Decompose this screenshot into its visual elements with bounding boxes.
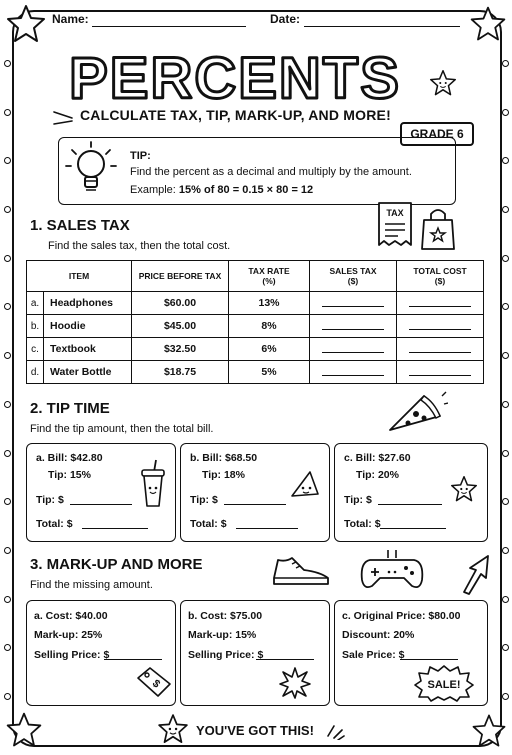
page-title — [60, 40, 410, 110]
sale-badge-text: SALE! — [427, 679, 461, 691]
markup-card-a-answer[interactable] — [104, 659, 162, 660]
tip-card-c-total-answer[interactable] — [380, 528, 446, 529]
section-markup-instructions: Find the missing amount. — [30, 579, 153, 591]
column-header-total-cost-unit: ($) — [434, 276, 446, 286]
tip-card-b-tip-label: Tip: $ — [190, 494, 218, 506]
price-before-tax: $45.00 — [132, 315, 229, 338]
tip-example — [130, 184, 313, 196]
subtitle: CALCULATE TAX, TIP, MARK-UP, AND MORE! — [80, 107, 391, 123]
item-name: Headphones — [44, 292, 132, 315]
tip-card-c-total-label: Total: $ — [344, 518, 381, 530]
price-before-tax: $18.75 — [132, 361, 229, 384]
markup-card-a-rate: Mark-up: 25% — [34, 629, 103, 641]
tip-card-a-total-label: Total: $ — [36, 518, 73, 530]
item-name: Hoodie — [44, 315, 132, 338]
tip-card-c-tip-answer[interactable] — [378, 504, 442, 505]
tax-rate: 5% — [229, 361, 310, 384]
tax-rate: 8% — [229, 315, 310, 338]
star-icon — [4, 710, 44, 750]
section-sales-tax-instructions: Find the sales tax, then the total cost. — [48, 240, 231, 252]
row-letter: a. — [27, 292, 44, 315]
column-header-tax-rate-title: TAX RATE — [248, 266, 290, 276]
sparkle-lines-icon — [326, 722, 346, 740]
right-dot-border — [502, 60, 508, 700]
tip-card-c-tip-label: Tip: $ — [344, 494, 372, 506]
smiling-star-icon — [448, 474, 480, 504]
column-header-tax-rate-unit: (%) — [262, 276, 276, 286]
markup-card-c-discount: Discount: 20% — [342, 629, 415, 641]
sales-tax-answer[interactable] — [310, 315, 397, 338]
star-icon — [468, 4, 508, 44]
shopping-bag-icon — [418, 204, 458, 252]
sale-badge — [414, 664, 474, 702]
section-markup-heading: 3. MARK-UP AND MORE — [30, 556, 203, 573]
table-row — [27, 338, 484, 361]
column-header-price: PRICE BEFORE TAX — [132, 261, 229, 292]
tip-card-b-tip-answer[interactable] — [224, 504, 286, 505]
markup-card-c-price-label: Sale Price: $ — [342, 649, 405, 661]
item-name: Water Bottle — [44, 361, 132, 384]
tip-card-b-rate: Tip: 18% — [202, 469, 245, 481]
sneaker-icon — [270, 548, 334, 588]
starburst-icon — [278, 666, 312, 700]
row-letter: b. — [27, 315, 44, 338]
sparkle-lines-icon — [50, 108, 76, 128]
tip-text: Find the percent as a decimal and multiply by the amount. — [130, 166, 412, 178]
tip-card-a-rate: Tip: 15% — [48, 469, 91, 481]
markup-card-a-cost: a. Cost: $40.00 — [34, 610, 108, 622]
markup-card-b-answer[interactable] — [256, 659, 314, 660]
section-tip-time-instructions: Find the tip amount, then the total bill. — [30, 423, 214, 435]
footer-message: YOU'VE GOT THIS! — [196, 723, 314, 738]
price-before-tax: $60.00 — [132, 292, 229, 315]
column-header-sales-tax-title: SALES TAX — [329, 266, 377, 276]
receipt-tax-label: TAX — [386, 208, 404, 218]
section-sales-tax-heading: 1. SALES TAX — [30, 217, 130, 234]
row-letter: d. — [27, 361, 44, 384]
section-tip-time-heading: 2. TIP TIME — [30, 400, 110, 417]
smiling-star-icon — [156, 712, 190, 746]
tax-rate: 6% — [229, 338, 310, 361]
tip-card-b-total-label: Total: $ — [190, 518, 227, 530]
sales-tax-answer[interactable] — [310, 338, 397, 361]
tip-card-c-rate: Tip: 20% — [356, 469, 399, 481]
table-row — [27, 292, 484, 315]
table-row — [27, 315, 484, 338]
receipt-icon — [376, 200, 414, 250]
date-label: Date: — [270, 12, 301, 26]
column-header-item: ITEM — [27, 261, 132, 292]
column-header-total-cost-title: TOTAL COST — [413, 266, 467, 276]
name-field[interactable] — [92, 26, 246, 27]
total-cost-answer[interactable] — [397, 315, 484, 338]
markup-card-c-answer[interactable] — [400, 659, 458, 660]
markup-card-b-rate: Mark-up: 15% — [188, 629, 257, 641]
table-row — [27, 361, 484, 384]
left-dot-border — [4, 60, 10, 700]
pizza-slice-icon — [288, 468, 322, 500]
total-cost-answer[interactable] — [397, 361, 484, 384]
item-name: Textbook — [44, 338, 132, 361]
sales-tax-table — [26, 260, 484, 384]
star-icon — [4, 2, 48, 46]
sales-tax-answer[interactable] — [310, 292, 397, 315]
tax-rate: 13% — [229, 292, 310, 315]
total-cost-answer[interactable] — [397, 292, 484, 315]
smiling-star-icon — [428, 68, 458, 98]
markup-card-c-original-price: c. Original Price: $80.00 — [342, 610, 461, 622]
game-controller-icon — [358, 546, 426, 592]
drink-cup-icon — [138, 458, 168, 510]
column-header-tax-rate — [229, 261, 310, 292]
lightbulb-icon — [64, 140, 118, 198]
tip-card-a-tip-answer[interactable] — [70, 504, 132, 505]
star-icon — [470, 712, 508, 750]
table-header-row — [27, 261, 484, 292]
name-label: Name: — [52, 12, 89, 26]
grade-badge: GRADE 6 — [400, 122, 474, 146]
total-cost-answer[interactable] — [397, 338, 484, 361]
tip-example-label: Example: — [130, 184, 176, 196]
sales-tax-answer[interactable] — [310, 361, 397, 384]
tip-card-b-bill: b. Bill: $68.50 — [190, 452, 258, 464]
price-tag-icon — [134, 664, 174, 700]
price-before-tax: $32.50 — [132, 338, 229, 361]
column-header-total-cost — [397, 261, 484, 292]
row-letter: c. — [27, 338, 44, 361]
markup-card-b-price-label: Selling Price: $ — [188, 649, 264, 661]
tip-card-c-bill: c. Bill: $27.60 — [344, 452, 411, 464]
column-header-sales-tax — [310, 261, 397, 292]
tip-heading: TIP: — [130, 150, 151, 162]
pizza-slice-icon — [384, 390, 448, 436]
arrow-up-icon — [454, 552, 494, 596]
price-tag-symbol: $ — [149, 677, 163, 691]
tip-card-a-total-answer[interactable] — [82, 528, 148, 529]
date-field[interactable] — [304, 26, 460, 27]
tip-example-value: 15% of 80 = 0.15 × 80 = 12 — [178, 184, 314, 196]
markup-card-a-price-label: Selling Price: $ — [34, 649, 110, 661]
tip-card-a-tip-label: Tip: $ — [36, 494, 64, 506]
tip-card-b-total-answer[interactable] — [236, 528, 298, 529]
markup-card-b-cost: b. Cost: $75.00 — [188, 610, 263, 622]
page-title-text: PERCENTS — [69, 46, 401, 110]
tip-card-a-bill: a. Bill: $42.80 — [36, 452, 103, 464]
column-header-sales-tax-unit: ($) — [347, 276, 359, 286]
